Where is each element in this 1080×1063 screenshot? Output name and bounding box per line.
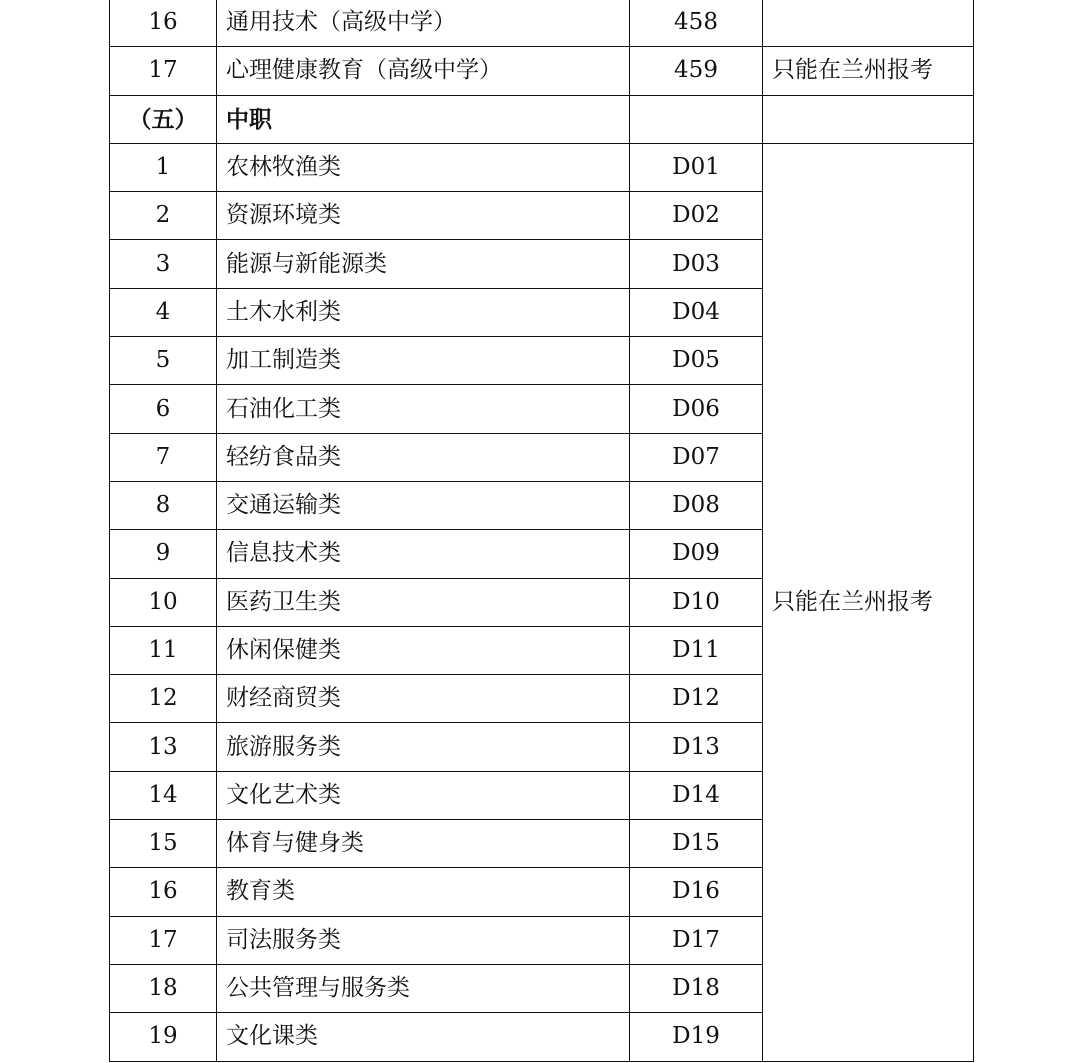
row-number: 12 [110, 675, 217, 723]
subject-name: 加工制造类 [217, 337, 630, 385]
subject-code: D13 [630, 723, 763, 771]
row-number: 8 [110, 481, 217, 529]
subject-name: 轻纺食品类 [217, 433, 630, 481]
row-number: 17 [110, 47, 217, 95]
row-number: 9 [110, 530, 217, 578]
row-number: 4 [110, 288, 217, 336]
subject-code: D12 [630, 675, 763, 723]
subject-code: D09 [630, 530, 763, 578]
subject-name: 医药卫生类 [217, 578, 630, 626]
row-number: 13 [110, 723, 217, 771]
subject-code: D11 [630, 626, 763, 674]
row-number: 6 [110, 385, 217, 433]
row-number: 18 [110, 964, 217, 1012]
subject-code: D14 [630, 771, 763, 819]
section-remark-empty [763, 95, 974, 143]
table-row [110, 143, 974, 191]
subject-code: D16 [630, 868, 763, 916]
remark [763, 0, 974, 47]
row-number: 14 [110, 771, 217, 819]
subject-code: D02 [630, 192, 763, 240]
row-number: 7 [110, 433, 217, 481]
subject-name: 旅游服务类 [217, 723, 630, 771]
section-code-empty [630, 95, 763, 143]
subject-name: 农林牧渔类 [217, 143, 630, 191]
subject-name: 财经商贸类 [217, 675, 630, 723]
subject-code: D05 [630, 337, 763, 385]
row-number: 1 [110, 143, 217, 191]
subject-code: D15 [630, 820, 763, 868]
subject-name: 教育类 [217, 868, 630, 916]
subject-name: 通用技术（高级中学） [217, 0, 630, 47]
subject-code: D06 [630, 385, 763, 433]
subject-name: 石油化工类 [217, 385, 630, 433]
subject-code-table [109, 0, 974, 1062]
subject-code: D19 [630, 1013, 763, 1061]
table-row [110, 47, 974, 95]
subject-name: 信息技术类 [217, 530, 630, 578]
subject-name: 交通运输类 [217, 481, 630, 529]
subject-name: 土木水利类 [217, 288, 630, 336]
row-number: 3 [110, 240, 217, 288]
subject-name: 文化艺术类 [217, 771, 630, 819]
table-body [110, 0, 974, 1061]
row-number: 17 [110, 916, 217, 964]
subject-name: 能源与新能源类 [217, 240, 630, 288]
section-remark: 只能在兰州报考 [763, 143, 974, 1061]
subject-code: 459 [630, 47, 763, 95]
subject-code: D10 [630, 578, 763, 626]
row-number: 19 [110, 1013, 217, 1061]
remark: 只能在兰州报考 [763, 47, 974, 95]
subject-name: 公共管理与服务类 [217, 964, 630, 1012]
subject-code: 458 [630, 0, 763, 47]
row-number: 16 [110, 868, 217, 916]
row-number: 2 [110, 192, 217, 240]
subject-name: 资源环境类 [217, 192, 630, 240]
row-number: 5 [110, 337, 217, 385]
subject-code: D17 [630, 916, 763, 964]
subject-code: D08 [630, 481, 763, 529]
subject-code: D18 [630, 964, 763, 1012]
subject-name: 心理健康教育（高级中学） [217, 47, 630, 95]
row-number: 11 [110, 626, 217, 674]
table-row [110, 0, 974, 47]
section-header-row [110, 95, 974, 143]
subject-name: 休闲保健类 [217, 626, 630, 674]
section-number: （五） [110, 95, 217, 143]
row-number: 10 [110, 578, 217, 626]
subject-code: D07 [630, 433, 763, 481]
row-number: 15 [110, 820, 217, 868]
subject-name: 司法服务类 [217, 916, 630, 964]
subject-code: D03 [630, 240, 763, 288]
subject-name: 文化课类 [217, 1013, 630, 1061]
subject-name: 体育与健身类 [217, 820, 630, 868]
row-number: 16 [110, 0, 217, 47]
section-title: 中职 [217, 95, 630, 143]
subject-code: D01 [630, 143, 763, 191]
subject-code: D04 [630, 288, 763, 336]
